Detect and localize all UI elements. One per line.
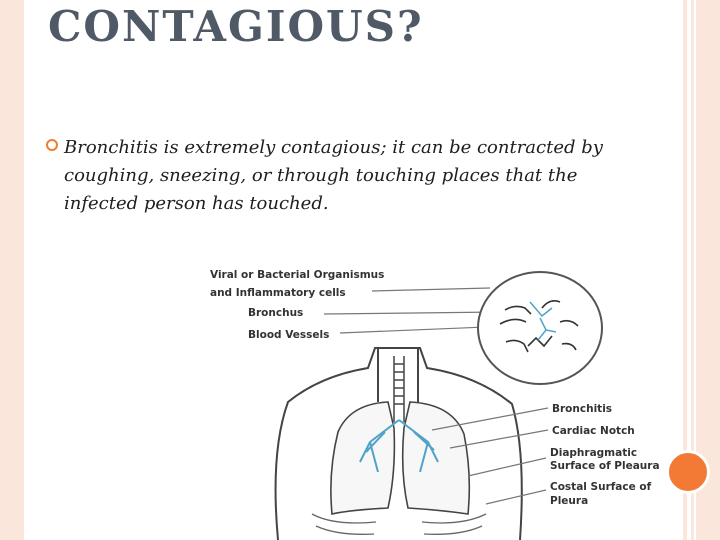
label-blood-vessels: Blood Vessels [248, 329, 330, 341]
magnified-bronchus-icon [478, 272, 602, 384]
label-organisms-line2: and Inflammatory cells [210, 287, 346, 299]
lungs-icon [331, 402, 469, 514]
bullet-item [46, 134, 626, 218]
torso-outline-icon [276, 348, 522, 540]
bullet-circle-icon [46, 139, 58, 151]
label-bronchitis: Bronchitis [552, 403, 613, 415]
ribs-icon [312, 514, 486, 534]
trachea-icon [394, 356, 404, 422]
label-diaphragmatic-line1: Diaphragmatic [550, 447, 638, 459]
left-decorative-bar [0, 0, 24, 540]
lungs-diagram-svg [200, 252, 690, 540]
label-costal-line2: Pleura [550, 495, 589, 507]
bronchitis-diagram [200, 252, 690, 540]
label-diaphragmatic-line2: Surface of Pleaura [550, 460, 660, 472]
bullet-text: Bronchitis is extremely contagious; it can be contracted by coughing, sneezing, or through touching places that the infected person has touched. [64, 137, 603, 214]
label-cardiac-notch: Cardiac Notch [552, 425, 635, 437]
label-organisms-line1: Viral or Bacterial Organismus [210, 269, 385, 281]
slide-title: CONTAGIOUS? [48, 2, 424, 51]
label-costal-line1: Costal Surface of [550, 481, 652, 493]
label-bronchus: Bronchus [248, 307, 304, 319]
